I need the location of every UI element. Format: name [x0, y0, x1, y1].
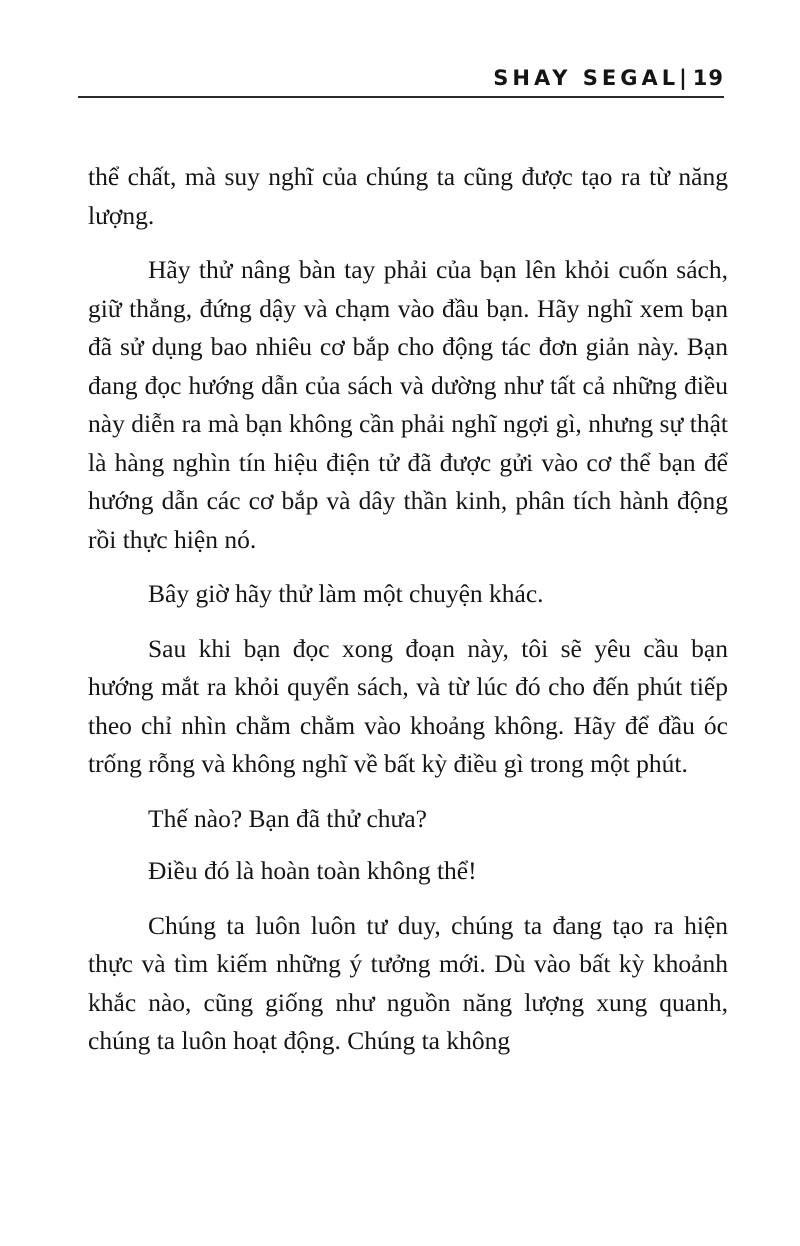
paragraph-4: Sau khi bạn đọc xong đoạn này, tôi sẽ yêu cầu bạn hướng mắt ra khỏi quyển sách, và từ lúc đó cho đến phút tiếp theo chỉ nhìn chằm chằm vào khoảng không. Hãy để đầu óc trống rỗng và không nghĩ về bất kỳ điều gì trong một phút. [88, 633, 728, 778]
paragraph-1: thể chất, mà suy nghĩ của chúng ta cũng được tạo ra từ năng lượng. [88, 162, 728, 230]
body-text [88, 158, 728, 1077]
page-number: 19 [692, 66, 724, 90]
header-rule [78, 96, 724, 98]
paragraph-2: Hãy thử nâng bàn tay phải của bạn lên khỏi cuốn sách, giữ thẳng, đứng dậy và chạm vào đầu bạn. Hãy nghĩ xem bạn đã sử dụng bao nhiêu cơ bắp cho động tác đơn giản này. Bạn đang đọc hướng dẫn của sách và dường như tất cả những điều này diễn ra mà bạn không cần phải nghĩ ngợi gì, nhưng sự thật là hàng nghìn tín hiệu điện tử đã được gửi vào cơ thể bạn để hướng dẫn các cơ bắp và dây thần kinh, phân tích hành động rồi thực hiện nó. [88, 255, 728, 554]
paragraph-7: Chúng ta luôn luôn tư duy, chúng ta đang tạo ra hiện thực và tìm kiếm những ý tưởng mới. Dù vào bất kỳ khoảnh khắc nào, cũng giống như nguồn năng lượng xung quanh, chúng ta luôn hoạt động. Chúng ta không [88, 910, 728, 1055]
paragraph-5: Thế nào? Bạn đã thử chưa? [148, 803, 427, 833]
header-separator: | [679, 66, 687, 90]
running-header [493, 64, 724, 92]
paragraph-3: Bây giờ hãy thử làm một chuyện khác. [148, 579, 544, 608]
paragraph-6: Điều đó là hoàn toàn không thể! [148, 856, 477, 885]
header-author: SHAY SEGAL [493, 66, 680, 90]
